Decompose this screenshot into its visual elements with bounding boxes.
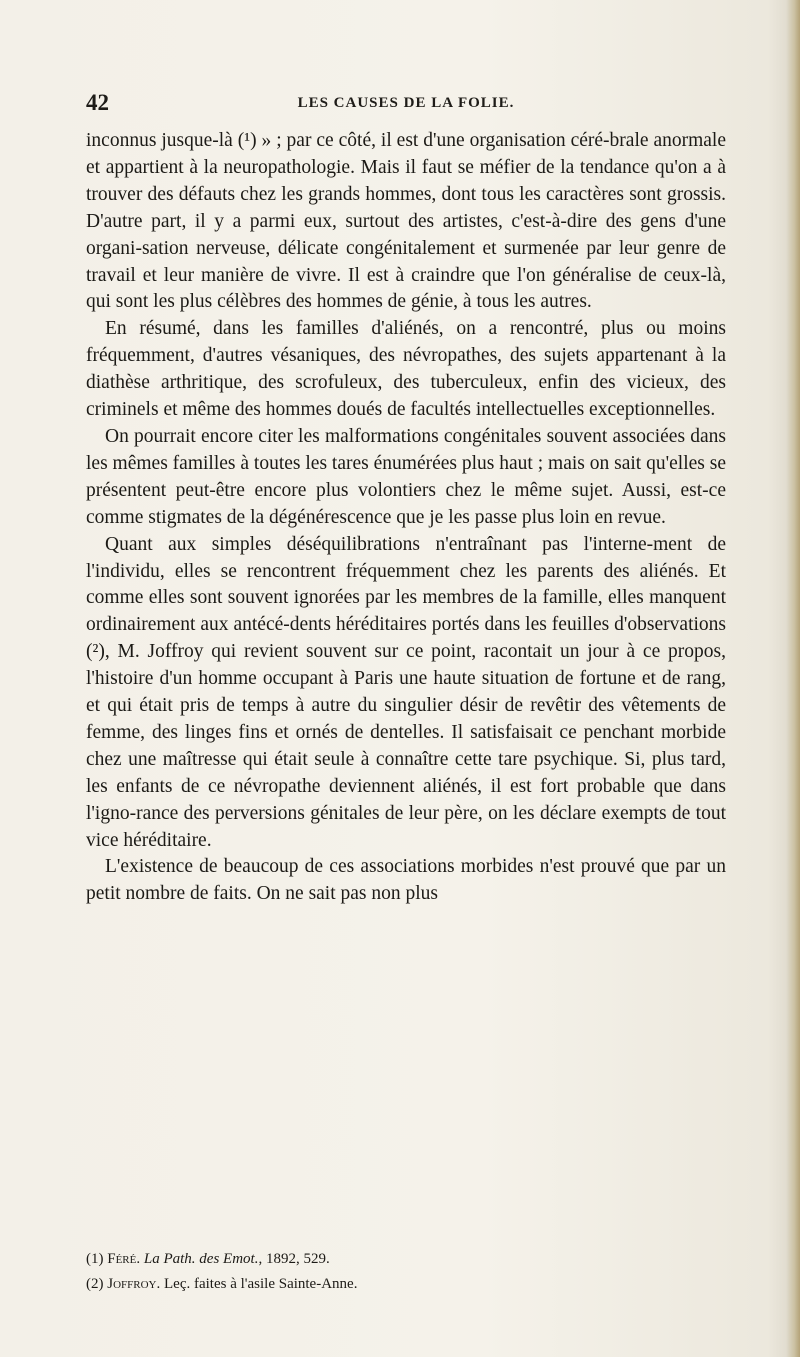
- running-title: LES CAUSES DE LA FOLIE.: [297, 95, 515, 111]
- footnote-2-rest: Leç. faites à l'asile Sainte-Anne.: [164, 1276, 358, 1292]
- footnote-2: [86, 1272, 726, 1297]
- page-number: 42: [86, 90, 109, 115]
- paragraph-2: En résumé, dans les familles d'aliénés, on a rencontré, plus ou moins fréquemment, d'autres vésaniques, des névropathes, des sujets appartenant à la diathèse arthritique, des scrofuleux, des tuberculeux, enfin des vicieux, des criminels et même des hommes doués de facultés intellectuelles exceptionnelles.: [86, 318, 726, 421]
- footnote-2-marker: (2): [86, 1276, 104, 1292]
- page-edge-shadow: [786, 0, 800, 1357]
- footnote-1-marker: (1): [86, 1251, 104, 1267]
- paragraph-5: L'existence de beaucoup de ces associations morbides n'est prouvé que par un petit nombre de faits. On ne sait pas non plus: [86, 856, 726, 905]
- footnote-1-author: Féré.: [107, 1251, 141, 1267]
- paragraph-4: Quant aux simples déséquilibrations n'entraînant pas l'interne-ment de l'individu, elles se rencontrent fréquemment chez les parents des aliénés. Et comme elles sont souvent ignorées par les membres de la famille, elles manquent ordinairement aux antécé-dents héréditaires portés dans les feuilles d'observations (²), M. Joffroy qui revient souvent sur ce point, racontait un jour à ce propos, l'histoire d'un homme occupant à Paris une haute situation de fortune et de rang, et qui était pris de temps à autre du singulier désir de revêtir des vêtements de femme, des linges fins et ornés de dentelles. Il satisfaisait ce penchant morbide chez une maîtresse qui était seule à connaître cette tare psychique. Si, plus tard, les enfants de ce névropathe deviennent aliénés, il est fort probable que dans l'igno-rance des perversions génitales de leur père, on les déclare exempts de tout vice héréditaire.: [86, 533, 726, 851]
- footnote-1-rest: , 1892, 529.: [258, 1251, 330, 1267]
- footnote-2-author: Joffroy.: [107, 1276, 161, 1292]
- footnote-1: [86, 1247, 726, 1272]
- page-header: [86, 90, 726, 120]
- paragraph-3: On pourrait encore citer les malformations congénitales souvent associées dans les mêmes familles à toutes les tares énumérées plus haut ; mais on sait qu'elles se présentent peut-être encore plus volontiers chez le même sujet. Aussi, est-ce comme stigmates de la dégénérescence que je les passe plus loin en revue.: [86, 425, 726, 528]
- footnotes: [86, 1247, 726, 1297]
- paragraph-1: inconnus jusque-là (¹) » ; par ce côté, il est d'une organisation céré-brale anormale et appartient à la neuropathologie. Mais il faut se méfier de la tendance qu'on a à trouver des défauts chez les grands hommes, dont tous les caractères sont grossis. D'autre part, il y a parmi eux, surtout des artistes, c'est-à-dire des gens d'une organi-sation nerveuse, délicate congénitalement et surmenée par leur genre de travail et leur manière de vivre. Il est à craindre que l'on généralise de ceux-là, qui sont les plus célèbres des hommes de génie, à tous les autres.: [86, 130, 726, 313]
- body-text: [86, 128, 726, 908]
- footnote-1-title: La Path. des Emot.: [143, 1251, 259, 1267]
